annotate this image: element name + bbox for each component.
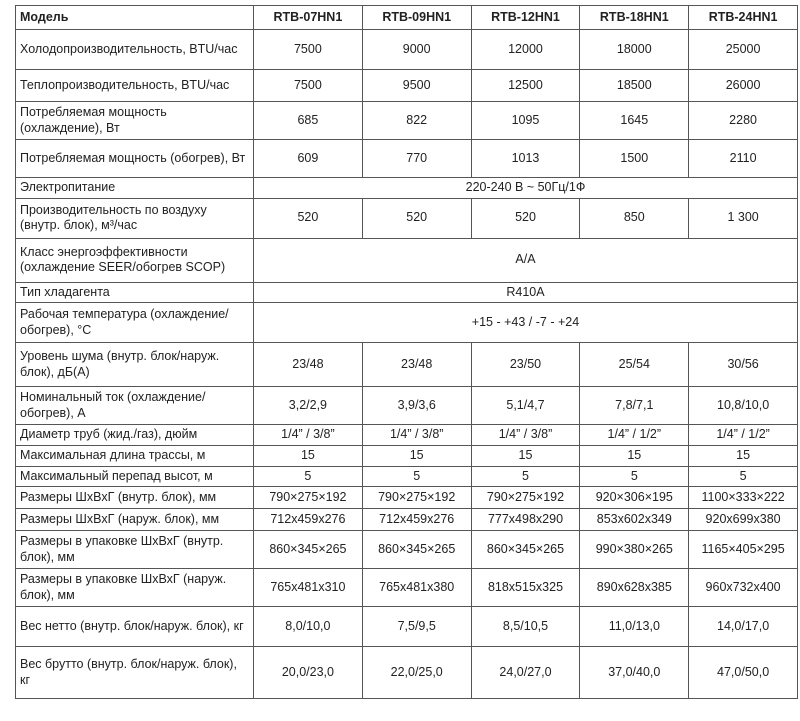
value-cell: 23/48: [254, 343, 363, 387]
value-cell: 822: [362, 102, 471, 140]
parameter-label: Размеры в упаковке ШхВхГ (внутр. блок), мм: [16, 531, 254, 569]
value-cell: 1/4” / 1/2”: [580, 425, 689, 446]
parameter-label: Потребляемая мощность (охлаждение), Вт: [16, 102, 254, 140]
value-cell: 5: [689, 466, 798, 487]
value-cell: 7,8/7,1: [580, 387, 689, 425]
table-row: [16, 425, 798, 446]
table-row: [16, 445, 798, 466]
value-cell: 1645: [580, 102, 689, 140]
value-cell: 685: [254, 102, 363, 140]
parameter-label: Диаметр труб (жид./газ), дюйм: [16, 425, 254, 446]
specifications-body: [16, 30, 798, 699]
table-row: [16, 70, 798, 102]
table-row: [16, 487, 798, 509]
value-cell: 1500: [580, 140, 689, 178]
parameter-label: Рабочая температура (охлаждение/обогрев), °C: [16, 303, 254, 343]
table-row: [16, 198, 798, 238]
value-cell: 520: [471, 198, 580, 238]
table-row: [16, 569, 798, 607]
value-cell: 15: [689, 445, 798, 466]
value-cell: 25/54: [580, 343, 689, 387]
parameter-label: Размеры ШхВхГ (наруж. блок), мм: [16, 509, 254, 531]
table-row: [16, 343, 798, 387]
value-cell: 15: [580, 445, 689, 466]
value-cell: 18500: [580, 70, 689, 102]
parameter-label: Электропитание: [16, 178, 254, 199]
value-cell: 790×275×192: [254, 487, 363, 509]
value-cell: 15: [471, 445, 580, 466]
table-row: [16, 647, 798, 699]
value-cell: 1095: [471, 102, 580, 140]
value-cell: 770: [362, 140, 471, 178]
value-cell: 3,2/2,9: [254, 387, 363, 425]
value-cell: 47,0/50,0: [689, 647, 798, 699]
table-row: [16, 531, 798, 569]
parameter-label: Тип хладагента: [16, 282, 254, 303]
value-cell: 520: [362, 198, 471, 238]
parameter-label: Размеры ШхВхГ (внутр. блок), мм: [16, 487, 254, 509]
parameter-label: Потребляемая мощность (обогрев), Вт: [16, 140, 254, 178]
value-cell: 1165×405×295: [689, 531, 798, 569]
parameter-label: Вес брутто (внутр. блок/наруж. блок), кг: [16, 647, 254, 699]
table-row: [16, 387, 798, 425]
value-cell: 1013: [471, 140, 580, 178]
value-cell: 9500: [362, 70, 471, 102]
table-row: [16, 30, 798, 70]
value-cell: 10,8/10,0: [689, 387, 798, 425]
value-cell: 860×345×265: [254, 531, 363, 569]
value-cell: 1/4” / 3/8”: [254, 425, 363, 446]
value-cell: 818x515x325: [471, 569, 580, 607]
value-cell: 777x498x290: [471, 509, 580, 531]
model-column-header: RTB-09HN1: [362, 6, 471, 30]
merged-value-cell: +15 - +43 / -7 - +24: [254, 303, 798, 343]
value-cell: 26000: [689, 70, 798, 102]
table-row: [16, 140, 798, 178]
specifications-table: [15, 5, 798, 699]
value-cell: 1/4” / 1/2”: [689, 425, 798, 446]
value-cell: 8,5/10,5: [471, 607, 580, 647]
table-row: [16, 238, 798, 282]
model-column-header: RTB-24HN1: [689, 6, 798, 30]
model-column-header: RTB-18HN1: [580, 6, 689, 30]
value-cell: 5: [580, 466, 689, 487]
value-cell: 920×306×195: [580, 487, 689, 509]
table-row: [16, 102, 798, 140]
value-cell: 520: [254, 198, 363, 238]
value-cell: 790×275×192: [362, 487, 471, 509]
value-cell: 20,0/23,0: [254, 647, 363, 699]
value-cell: 712x459x276: [362, 509, 471, 531]
value-cell: 860×345×265: [471, 531, 580, 569]
parameter-label: Максимальная длина трассы, м: [16, 445, 254, 466]
merged-value-cell: R410A: [254, 282, 798, 303]
value-cell: 18000: [580, 30, 689, 70]
value-cell: 15: [254, 445, 363, 466]
value-cell: 22,0/25,0: [362, 647, 471, 699]
value-cell: 1/4” / 3/8”: [471, 425, 580, 446]
value-cell: 11,0/13,0: [580, 607, 689, 647]
value-cell: 1/4” / 3/8”: [362, 425, 471, 446]
value-cell: 5: [254, 466, 363, 487]
parameter-label: Уровень шума (внутр. блок/наруж. блок), дБ(А): [16, 343, 254, 387]
value-cell: 7500: [254, 30, 363, 70]
parameter-column-header: Модель: [16, 6, 254, 30]
value-cell: 15: [362, 445, 471, 466]
value-cell: 5: [362, 466, 471, 487]
value-cell: 790×275×192: [471, 487, 580, 509]
value-cell: 2280: [689, 102, 798, 140]
value-cell: 920x699x380: [689, 509, 798, 531]
value-cell: 14,0/17,0: [689, 607, 798, 647]
value-cell: 9000: [362, 30, 471, 70]
value-cell: 3,9/3,6: [362, 387, 471, 425]
parameter-label: Класс энергоэффективности (охлаждение SEER/обогрев SCOP): [16, 238, 254, 282]
value-cell: 24,0/27,0: [471, 647, 580, 699]
value-cell: 5: [471, 466, 580, 487]
value-cell: 853x602x349: [580, 509, 689, 531]
parameter-label: Максимальный перепад высот, м: [16, 466, 254, 487]
value-cell: 23/50: [471, 343, 580, 387]
value-cell: 960x732x400: [689, 569, 798, 607]
value-cell: 8,0/10,0: [254, 607, 363, 647]
value-cell: 5,1/4,7: [471, 387, 580, 425]
value-cell: 7500: [254, 70, 363, 102]
parameter-label: Размеры в упаковке ШхВхГ (наруж. блок), мм: [16, 569, 254, 607]
value-cell: 890x628x385: [580, 569, 689, 607]
model-column-header: RTB-07HN1: [254, 6, 363, 30]
parameter-label: Вес нетто (внутр. блок/наруж. блок), кг: [16, 607, 254, 647]
merged-value-cell: 220-240 В ~ 50Гц/1Ф: [254, 178, 798, 199]
table-row: [16, 607, 798, 647]
value-cell: 30/56: [689, 343, 798, 387]
value-cell: 7,5/9,5: [362, 607, 471, 647]
value-cell: 1100×333×222: [689, 487, 798, 509]
value-cell: 25000: [689, 30, 798, 70]
table-row: [16, 509, 798, 531]
value-cell: 712x459x276: [254, 509, 363, 531]
header-row: [16, 6, 798, 30]
table-row: [16, 178, 798, 199]
value-cell: 765x481x380: [362, 569, 471, 607]
table-row: [16, 466, 798, 487]
parameter-label: Производительность по воздуху (внутр. блок), м³/час: [16, 198, 254, 238]
value-cell: 860×345×265: [362, 531, 471, 569]
merged-value-cell: A/A: [254, 238, 798, 282]
value-cell: 2110: [689, 140, 798, 178]
value-cell: 990×380×265: [580, 531, 689, 569]
value-cell: 765x481x310: [254, 569, 363, 607]
value-cell: 23/48: [362, 343, 471, 387]
model-column-header: RTB-12HN1: [471, 6, 580, 30]
value-cell: 12500: [471, 70, 580, 102]
parameter-label: Номинальный ток (охлаждение/обогрев), А: [16, 387, 254, 425]
parameter-label: Холодопроизводительность, BTU/час: [16, 30, 254, 70]
value-cell: 609: [254, 140, 363, 178]
table-row: [16, 303, 798, 343]
value-cell: 850: [580, 198, 689, 238]
value-cell: 12000: [471, 30, 580, 70]
table-row: [16, 282, 798, 303]
value-cell: 1 300: [689, 198, 798, 238]
parameter-label: Теплопроизводительность, BTU/час: [16, 70, 254, 102]
value-cell: 37,0/40,0: [580, 647, 689, 699]
